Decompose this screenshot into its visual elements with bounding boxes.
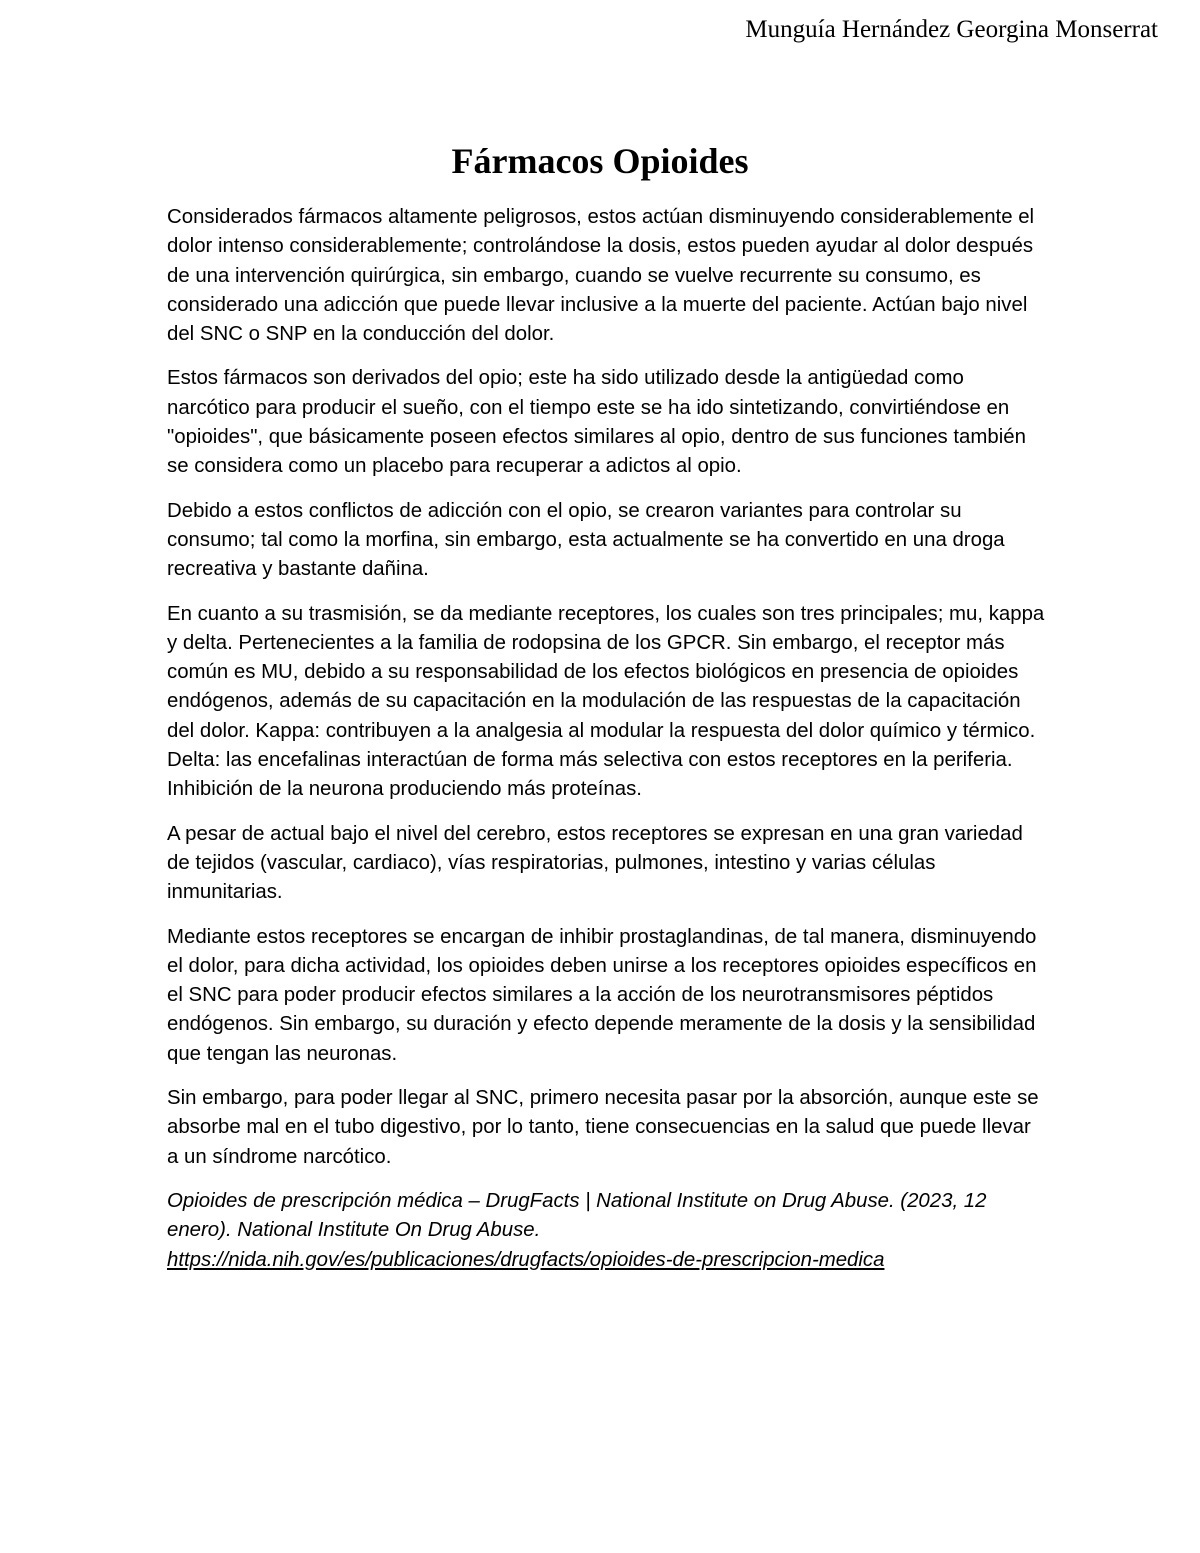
paragraph-variants: Debido a estos conflictos de adicción con el opio, se crearon variantes para controlar su consumo; tal como la morfina, sin embargo, esta actualmente se ha convertido en una droga recreativa y bastante dañina. xyxy=(167,499,1005,581)
paragraph-intro: Considerados fármacos altamente peligrosos, estos actúan disminuyendo considerablemente el dolor intenso considerablemente; controlándose la dosis, estos pueden ayudar al dolor después de una intervención quirúrgica, sin embargo, cuando se vuelve recurrente su consumo, es considerado una adicción que puede llevar inclusive a la muerte del paciente. Actúan bajo nivel del SNC o SNP en la conducción del dolor. xyxy=(167,206,1035,346)
paragraph-receptors: En cuanto a su trasmisión, se da mediante receptores, los cuales son tres principales; mu, kappa y delta. Pertenecientes a la familia de rodopsina de los GPCR. Sin embargo, el receptor más común es MU, debido a su responsabilidad de los efectos biológicos en presencia de opioides endógenos, además de su capacitación en la modulación de las respuestas de la capacitación del dolor. Kappa: contribuyen a la analgesia al modular la respuesta del dolor químico y térmico. Delta: las encefalinas interactúan de forma más selectiva con estos receptores en la periferia. Inhibición de la neurona produciendo más proteínas. xyxy=(167,602,1045,801)
citation-link[interactable]: https://nida.nih.gov/es/publicaciones/drugfacts/opioides-de-prescripcion-medica xyxy=(167,1248,885,1271)
document-body xyxy=(167,203,1047,1290)
paragraph-origin: Estos fármacos son derivados del opio; este ha sido utilizado desde la antigüedad como narcótico para producir el sueño, con el tiempo este se ha ido sintetizando, convirtiéndose en "opioides", que básicamente poseen efectos similares al opio, dentro de sus funciones también se considera como un placebo para recuperar a adictos al opio. xyxy=(167,367,1026,478)
paragraph-absorption: Sin embargo, para poder llegar al SNC, primero necesita pasar por la absorción, aunque este se absorbe mal en el tubo digestivo, por lo tanto, tiene consecuencias en la salud que puede llevar a un síndrome narcótico. xyxy=(167,1087,1039,1168)
paragraph-tissues: A pesar de actual bajo el nivel del cerebro, estos receptores se expresan en una gran variedad de tejidos (vascular, cardiaco), vías respiratorias, pulmones, intestino y varias células inmunitarias. xyxy=(167,822,1023,904)
header-author: Munguía Hernández Georgina Monserrat xyxy=(745,16,1158,43)
page-title: Fármacos Opioides xyxy=(451,141,749,181)
paragraph-mechanism: Mediante estos receptores se encargan de inhibir prostaglandinas, de tal manera, disminuyendo el dolor, para dicha actividad, los opioides deben unirse a los receptores opioides específicos en el SNC para poder producir efectos similares a la acción de los neurotransmisores péptidos endógenos. Sin embargo, su duración y efecto depende meramente de la dosis y la sensibilidad que tengan las neuronas. xyxy=(167,925,1037,1065)
citation xyxy=(167,1187,1047,1275)
citation-text: Opioides de prescripción médica – DrugFacts | National Institute on Drug Abuse. (2023, 12 enero). National Institute On Drug Abuse. xyxy=(167,1189,987,1242)
